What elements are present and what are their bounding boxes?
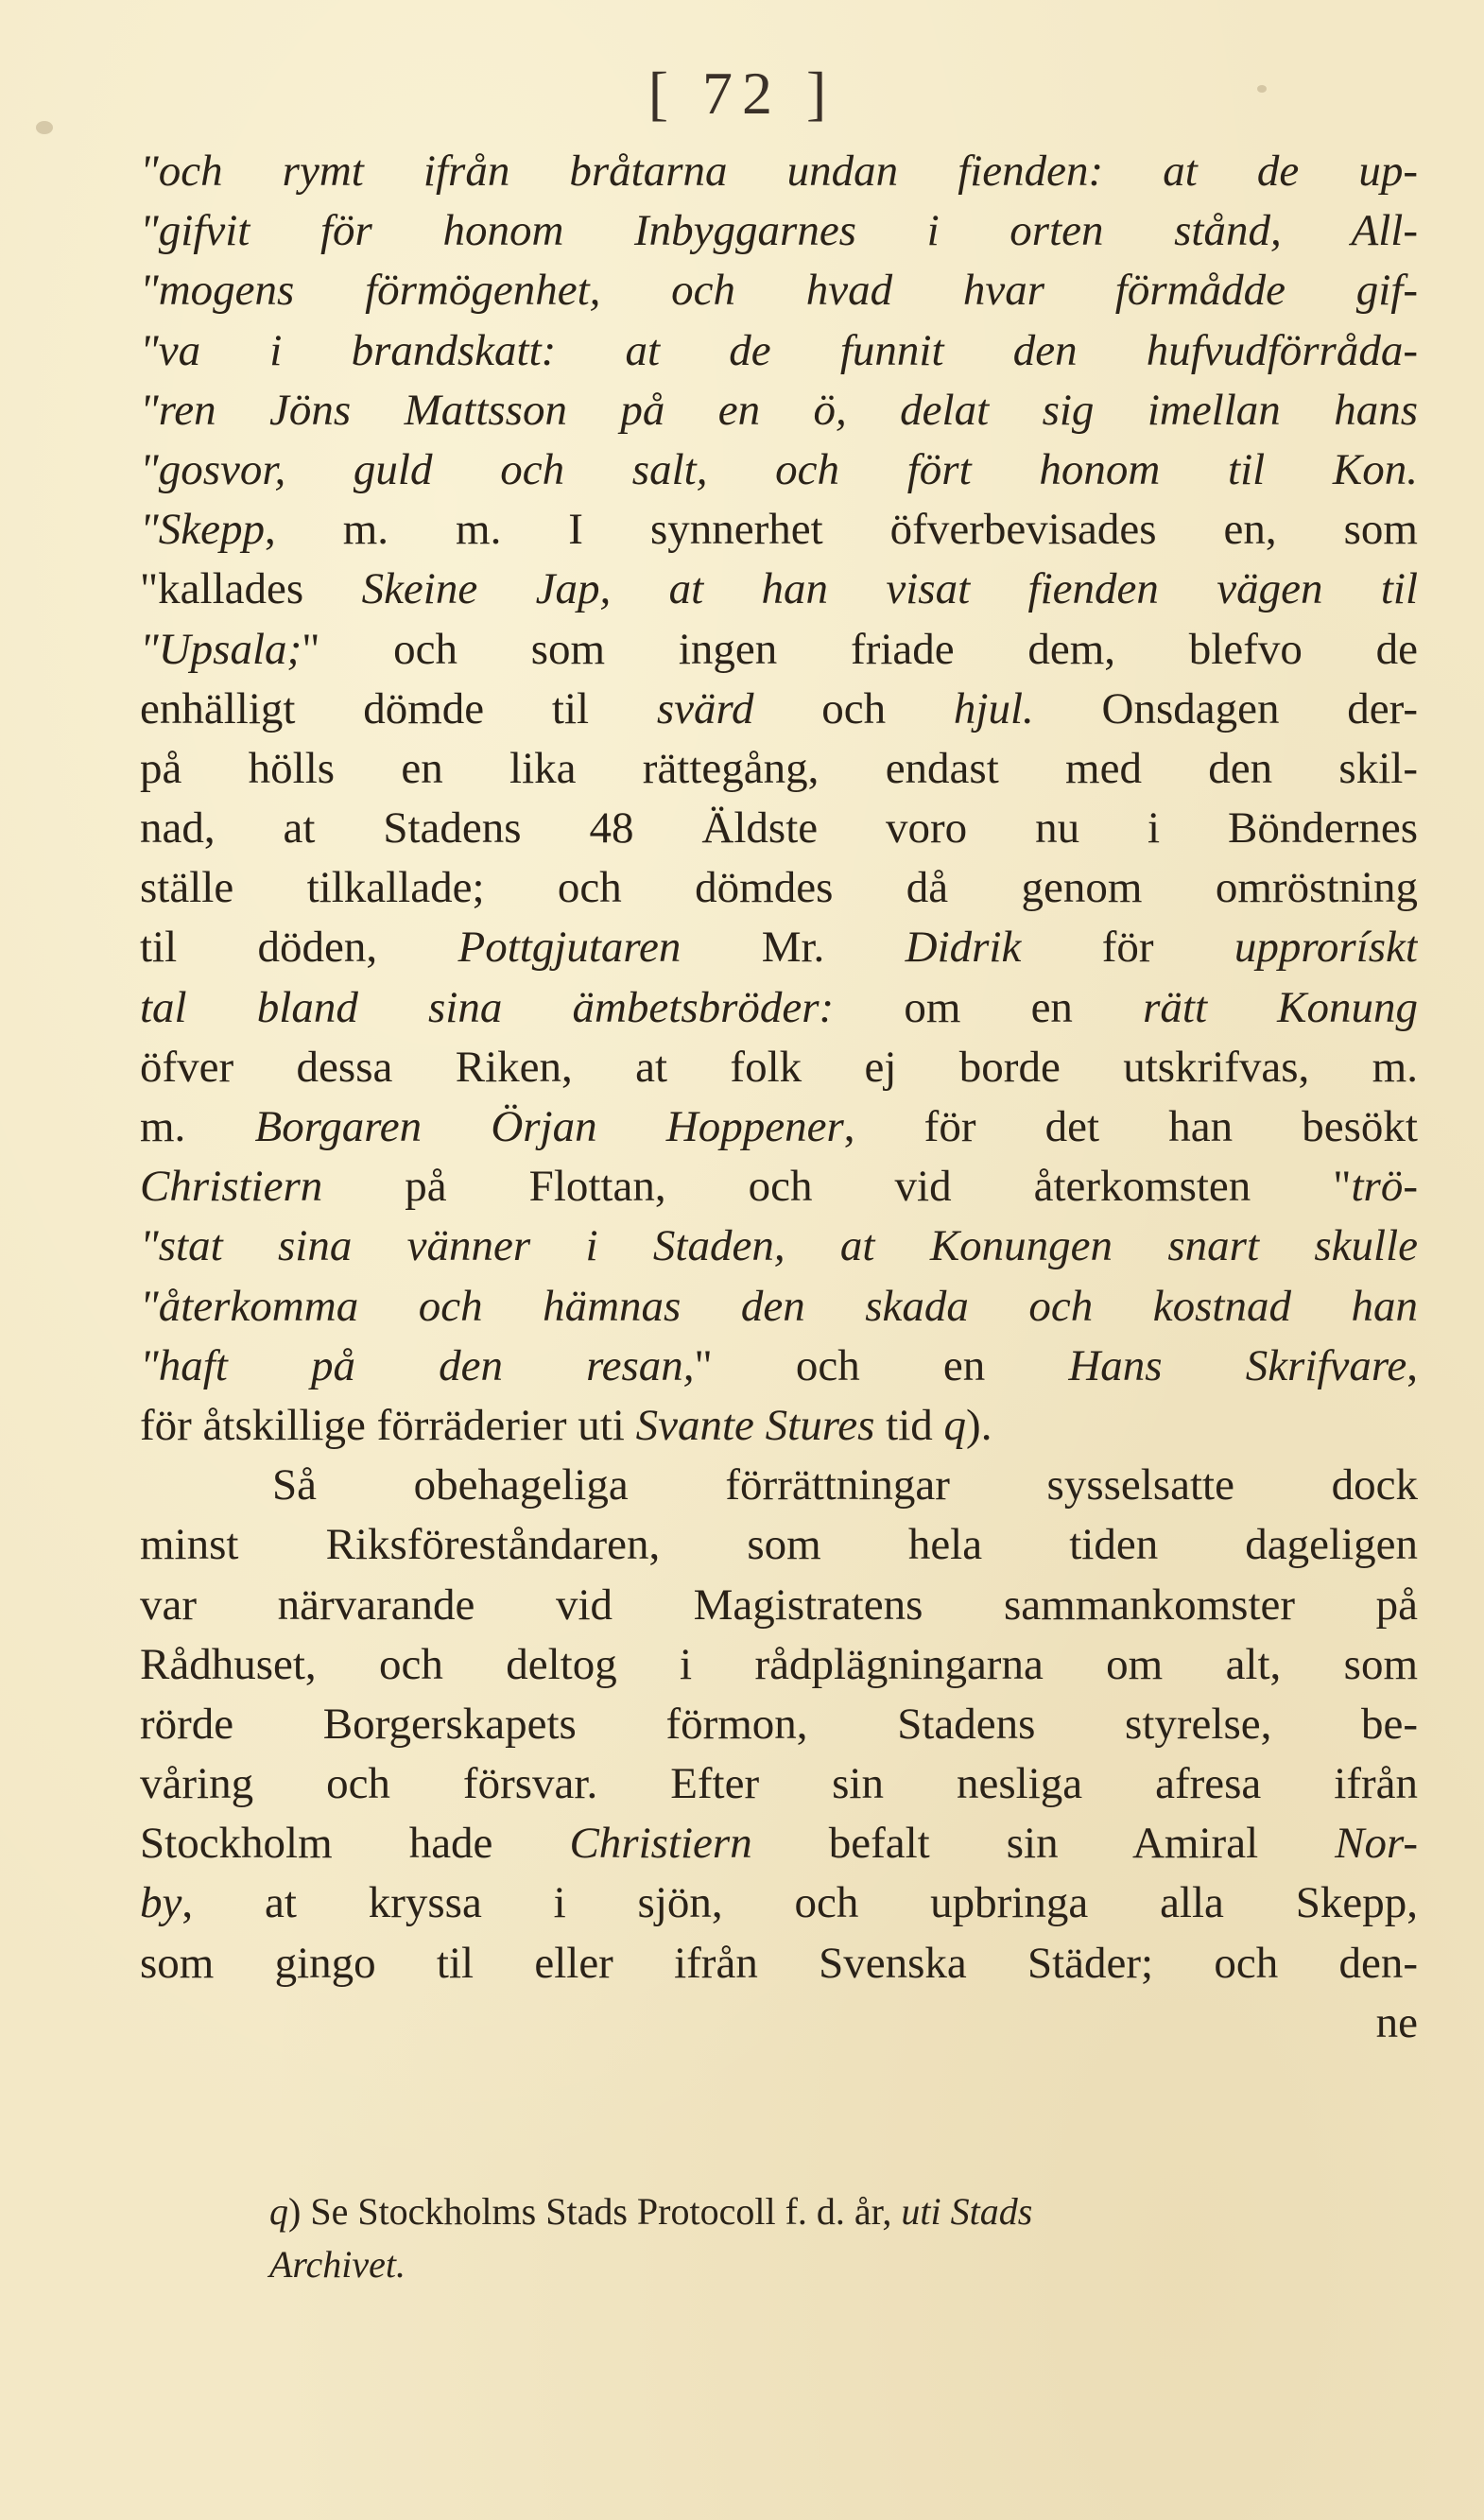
text-line [140,858,1418,918]
italic-text: uti Stads [901,2190,1033,2233]
italic-text: "gosvor, guld och salt, och fört honom til Kon. [140,444,1418,494]
roman-text: , [1406,1340,1418,1390]
italic-text: trö- [1351,1162,1418,1212]
italic-text: Borgaren Örjan Hoppener [254,1102,844,1151]
text-line [140,1157,1418,1217]
footnote-line-2 [269,2238,1418,2291]
roman-text: , m. m. I synnerhet öfverbevisades en, som [264,505,1418,555]
text-line [140,1097,1418,1157]
roman-text: Så obehageliga förrättningar sysselsatte dock [272,1460,1418,1510]
roman-text: ställe tilkallade; och dömdes då genom omröstning [140,863,1418,913]
footnote-line-1 [269,2185,1418,2238]
roman-text: ne [1375,1997,1418,2047]
italic-text: tal bland sina ämbetsbröder: [140,982,835,1032]
italic-text: q [269,2190,288,2233]
italic-text: "Skepp [140,505,265,555]
italic-text: Pottgjutaren [457,923,682,973]
italic-text: "haft på den resan, [140,1340,695,1390]
roman-text: öfver dessa Riken, at folk ej borde utskrifvas, m. [140,1042,1418,1092]
italic-text: hjul. [953,683,1034,734]
body-text [140,142,1418,2053]
roman-text: för åtskillige förräderier uti [140,1400,636,1450]
roman-text: rörde Borgerskapets förmon, Stadens styrelse, be- [140,1699,1418,1749]
italic-text: "och rymt ifrån bråtarna undan fienden: at de up- [140,147,1418,196]
text-line [140,1337,1418,1396]
text-line [140,1934,1418,1994]
text-line [140,500,1418,560]
italic-text: "va i brandskatt: at de funnit den hufvudförråda- [140,325,1418,375]
roman-text: tid [874,1400,944,1450]
roman-text: på hölls en lika rättegång, endast med den skil- [140,743,1418,793]
roman-text: , at kryssa i sjön, och upbringa alla Skepp, [181,1878,1418,1928]
roman-text: om en [834,982,1144,1032]
text-line [140,1695,1418,1754]
text-line [140,381,1418,440]
paper-stain [36,121,53,134]
italic-text: q [943,1400,967,1450]
italic-text: svärd [656,683,754,734]
roman-text: var närvarande vid Magistratens sammankomster på [140,1579,1418,1630]
roman-text: befalt sin Amiral [751,1819,1336,1869]
text-line [140,918,1418,977]
text-line [140,1456,1418,1515]
italic-text: "återkomma och hämnas den skada och kostnad han [140,1281,1418,1331]
roman-text: på Flottan, och vid återkomsten " [322,1162,1352,1212]
italic-text: rätt Konung [1143,982,1418,1032]
text-line [140,1873,1418,1933]
italic-text: Hans Skrifvare [1068,1340,1407,1390]
paper-stain [1257,85,1267,93]
roman-text: för [1021,923,1234,973]
text-line [140,799,1418,858]
footnote [269,2185,1418,2291]
italic-text: "ren Jöns Mattsson på en ö, delat sig imellan hans [140,385,1418,435]
roman-text: ). [966,1400,992,1450]
roman-text: Mr. [681,923,906,973]
text-line [140,201,1418,261]
italic-text: "Upsala; [140,624,302,674]
text-line [140,739,1418,799]
italic-text: Svante Stures [635,1400,875,1450]
roman-text: Rådhuset, och deltog i rådplägningarna om alt, som [140,1639,1418,1689]
text-line [140,142,1418,201]
italic-text: by [140,1878,182,1928]
text-line [140,1576,1418,1635]
roman-text: " och som ingen friade dem, blefvo de [302,624,1418,674]
italic-text: "stat sina vänner i Staden, at Konungen snart skulle [140,1221,1418,1271]
text-line [140,1994,1418,2053]
italic-text: Christiern [140,1162,323,1212]
text-line [140,321,1418,381]
text-line [140,1396,1418,1456]
roman-text: ) Se Stockholms Stads Protocoll f. d. år, [288,2190,902,2233]
roman-text: enhälligt dömde til [140,683,657,734]
text-line [140,1217,1418,1276]
roman-text: våring och försvar. Efter sin nesliga afresa ifrån [140,1759,1418,1809]
text-line [140,261,1418,320]
italic-text: Christiern [569,1819,752,1869]
italic-text: "mogens förmögenhet, och hvad hvar förmådde gif- [140,266,1418,316]
text-line [140,680,1418,739]
italic-text: Skeine Jap, at han visat fienden vägen til [361,564,1418,614]
roman-text: til döden, [140,923,458,973]
page-number: [ 72 ] [647,60,837,127]
roman-text: " och en [694,1340,1069,1390]
text-line [140,1814,1418,1873]
text-line [140,1277,1418,1337]
text-line [140,1038,1418,1097]
roman-text: , för det han besökt [843,1102,1418,1151]
italic-text: Didrik [905,923,1022,973]
italic-text: Archivet. [269,2243,406,2286]
italic-text: Nor- [1335,1819,1418,1869]
italic-text: upprorískt [1234,923,1418,973]
roman-text: nad, at Stadens 48 Äldste voro nu i Böndernes [140,803,1418,854]
roman-text: och [753,683,954,734]
text-line [140,1635,1418,1695]
text-line [140,440,1418,500]
text-line [140,560,1418,619]
text-line [140,620,1418,680]
text-line [140,1515,1418,1575]
text-line [140,1754,1418,1814]
italic-text: "gifvit för honom Inbyggarnes i orten stånd, All- [140,206,1418,256]
text-line [140,978,1418,1038]
roman-text: "kallades [140,564,362,614]
roman-text: Stockholm hade [140,1819,570,1869]
roman-text: m. [140,1102,255,1151]
roman-text: minst Riksföreståndaren, som hela tiden dageligen [140,1520,1418,1570]
roman-text: som gingo til eller ifrån Svenska Städer; och den- [140,1938,1418,1988]
roman-text: Onsdagen der- [1033,683,1418,734]
